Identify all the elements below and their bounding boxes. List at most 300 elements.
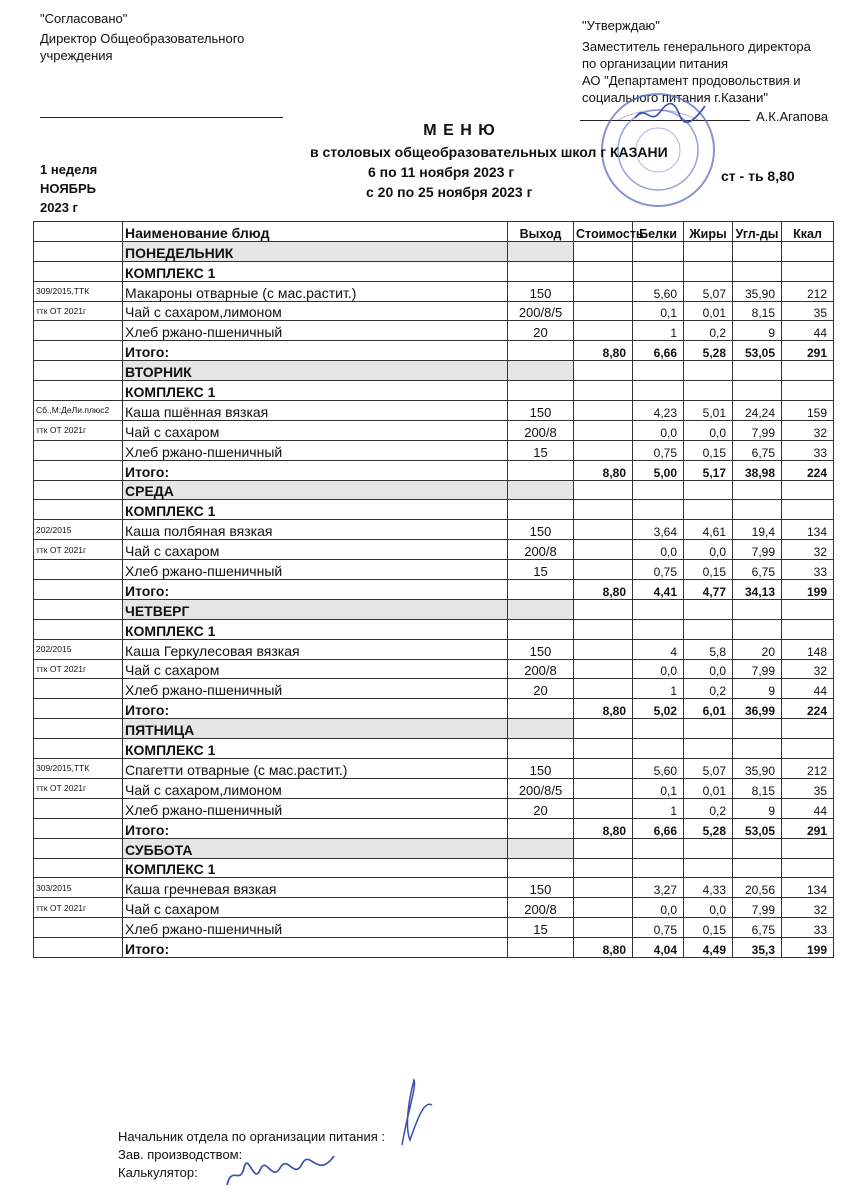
dish-code: ттк ОТ 2021г <box>34 540 123 560</box>
total-fat: 5,17 <box>684 460 733 480</box>
dish-kcal: 44 <box>782 798 834 818</box>
total-label: Итого: <box>123 580 508 600</box>
empty-cell <box>684 480 733 500</box>
empty-cell <box>633 480 684 500</box>
total-kcal: 291 <box>782 818 834 838</box>
dish-name: Макароны отварные (с мас.растит.) <box>123 281 508 301</box>
total-cost: 8,80 <box>574 341 633 361</box>
dish-name: Хлеб ржано-пшеничный <box>123 798 508 818</box>
dish-protein: 1 <box>633 679 684 699</box>
empty-cell <box>508 739 574 759</box>
dish-carbs: 7,99 <box>733 659 782 679</box>
total-protein: 4,41 <box>633 580 684 600</box>
empty-cell <box>782 500 834 520</box>
approval-right-line: "Утверждаю" <box>582 18 660 33</box>
dish-cost <box>574 639 633 659</box>
approval-left <box>40 10 244 64</box>
empty-cell <box>508 241 574 261</box>
dish-code: 309/2015,ТТК <box>34 759 123 779</box>
dish-protein: 0,0 <box>633 898 684 918</box>
period-2: с 20 по 25 ноября 2023 г <box>366 184 533 200</box>
code-cell <box>34 938 123 958</box>
table-row <box>34 798 834 818</box>
total-cost: 8,80 <box>574 460 633 480</box>
dish-code: ттк ОТ 2021г <box>34 898 123 918</box>
table-row <box>34 898 834 918</box>
empty-cell <box>782 241 834 261</box>
empty-cell <box>574 619 633 639</box>
dish-cost <box>574 321 633 341</box>
code-cell <box>34 500 123 520</box>
signature-line-left <box>40 117 283 118</box>
dish-carbs: 7,99 <box>733 540 782 560</box>
complex-name: КОМПЛЕКС 1 <box>123 739 508 759</box>
total-row <box>34 938 834 958</box>
dish-fat: 0,0 <box>684 659 733 679</box>
complex-row <box>34 381 834 401</box>
empty-cell <box>574 858 633 878</box>
empty-cell <box>733 739 782 759</box>
table-row <box>34 301 834 321</box>
empty-cell <box>508 580 574 600</box>
week-info <box>40 160 97 217</box>
dish-fat: 4,33 <box>684 878 733 898</box>
dish-output: 15 <box>508 440 574 460</box>
empty-cell <box>508 818 574 838</box>
dish-cost <box>574 420 633 440</box>
empty-cell <box>684 261 733 281</box>
dish-fat: 0,0 <box>684 898 733 918</box>
complex-row <box>34 739 834 759</box>
empty-cell <box>508 719 574 739</box>
table-row <box>34 540 834 560</box>
table-row <box>34 440 834 460</box>
signature-scribble-icon <box>392 1075 442 1155</box>
table-row <box>34 918 834 938</box>
empty-cell <box>508 858 574 878</box>
total-fat: 4,77 <box>684 580 733 600</box>
total-row <box>34 580 834 600</box>
dish-name: Хлеб ржано-пшеничный <box>123 918 508 938</box>
total-cost: 8,80 <box>574 938 633 958</box>
empty-cell <box>733 599 782 619</box>
dish-protein: 4 <box>633 639 684 659</box>
table-row <box>34 560 834 580</box>
header-name: Наименование блюд <box>123 222 508 242</box>
dish-carbs: 6,75 <box>733 560 782 580</box>
empty-cell <box>574 719 633 739</box>
empty-cell <box>574 361 633 381</box>
empty-cell <box>733 361 782 381</box>
approval-signer: А.К.Агапова <box>756 109 829 124</box>
page-subtitle: в столовых общеобразовательных школ г КАЗАНИ <box>310 144 668 160</box>
dish-output: 150 <box>508 520 574 540</box>
code-cell <box>34 580 123 600</box>
empty-cell <box>574 480 633 500</box>
dish-output: 15 <box>508 560 574 580</box>
dish-kcal: 212 <box>782 759 834 779</box>
dish-kcal: 35 <box>782 301 834 321</box>
table-row <box>34 878 834 898</box>
header-carbs: Угл-ды <box>733 222 782 242</box>
dish-name: Чай с сахаром <box>123 898 508 918</box>
dish-kcal: 32 <box>782 420 834 440</box>
dish-name: Чай с сахаром,лимоном <box>123 778 508 798</box>
table-row <box>34 778 834 798</box>
empty-cell <box>508 361 574 381</box>
total-fat: 5,28 <box>684 341 733 361</box>
total-row <box>34 818 834 838</box>
total-row <box>34 699 834 719</box>
total-label: Итого: <box>123 699 508 719</box>
dish-kcal: 33 <box>782 440 834 460</box>
total-protein: 5,02 <box>633 699 684 719</box>
table-row <box>34 679 834 699</box>
price-note: ст - ть 8,80 <box>721 168 795 184</box>
dish-code <box>34 560 123 580</box>
total-carbs: 53,05 <box>733 818 782 838</box>
empty-cell <box>574 838 633 858</box>
empty-cell <box>782 719 834 739</box>
dish-fat: 0,2 <box>684 798 733 818</box>
dish-kcal: 32 <box>782 898 834 918</box>
total-cost: 8,80 <box>574 580 633 600</box>
empty-cell <box>684 619 733 639</box>
complex-row <box>34 500 834 520</box>
footer-line: Калькулятор: <box>118 1165 198 1180</box>
approval-left-line: учреждения <box>40 48 113 63</box>
complex-name: КОМПЛЕКС 1 <box>123 619 508 639</box>
dish-output: 200/8/5 <box>508 778 574 798</box>
empty-cell <box>733 241 782 261</box>
table-header-row <box>34 222 834 242</box>
total-kcal: 224 <box>782 460 834 480</box>
complex-row <box>34 261 834 281</box>
code-cell <box>34 480 123 500</box>
dish-carbs: 8,15 <box>733 778 782 798</box>
total-kcal: 199 <box>782 580 834 600</box>
header-code-cell <box>34 222 123 242</box>
dish-name: Хлеб ржано-пшеничный <box>123 679 508 699</box>
dish-code <box>34 679 123 699</box>
approval-right-line: социального питания г.Казани" <box>582 90 768 105</box>
dish-kcal: 148 <box>782 639 834 659</box>
empty-cell <box>684 599 733 619</box>
dish-protein: 3,27 <box>633 878 684 898</box>
dish-output: 15 <box>508 918 574 938</box>
empty-cell <box>508 838 574 858</box>
total-label: Итого: <box>123 938 508 958</box>
total-kcal: 199 <box>782 938 834 958</box>
total-protein: 6,66 <box>633 341 684 361</box>
empty-cell <box>633 719 684 739</box>
total-protein: 6,66 <box>633 818 684 838</box>
dish-fat: 0,01 <box>684 301 733 321</box>
menu-table <box>33 221 834 958</box>
dish-protein: 0,1 <box>633 778 684 798</box>
day-row <box>34 241 834 261</box>
dish-name: Чай с сахаром <box>123 540 508 560</box>
empty-cell <box>633 739 684 759</box>
empty-cell <box>782 858 834 878</box>
dish-fat: 5,07 <box>684 759 733 779</box>
empty-cell <box>508 381 574 401</box>
dish-output: 150 <box>508 878 574 898</box>
dish-carbs: 6,75 <box>733 918 782 938</box>
dish-output: 150 <box>508 281 574 301</box>
dish-protein: 5,60 <box>633 281 684 301</box>
dish-name: Чай с сахаром,лимоном <box>123 301 508 321</box>
period-1: 6 по 11 ноября 2023 г <box>368 164 515 180</box>
code-cell <box>34 838 123 858</box>
dish-carbs: 19,4 <box>733 520 782 540</box>
day-name: ВТОРНИК <box>123 361 508 381</box>
dish-carbs: 24,24 <box>733 401 782 421</box>
dish-output: 200/8 <box>508 540 574 560</box>
dish-cost <box>574 301 633 321</box>
empty-cell <box>633 261 684 281</box>
dish-code: ттк ОТ 2021г <box>34 301 123 321</box>
empty-cell <box>508 938 574 958</box>
page-title: М Е Н Ю <box>423 122 496 139</box>
empty-cell <box>782 381 834 401</box>
dish-fat: 5,07 <box>684 281 733 301</box>
week-number: 1 неделя <box>40 162 98 177</box>
dish-name: Каша гречневая вязкая <box>123 878 508 898</box>
week-year: 2023 г <box>40 200 78 215</box>
approval-right-line: АО "Департамент продовольствия и <box>582 73 801 88</box>
total-protein: 4,04 <box>633 938 684 958</box>
code-cell <box>34 858 123 878</box>
dish-code: 202/2015 <box>34 520 123 540</box>
empty-cell <box>733 719 782 739</box>
empty-cell <box>684 719 733 739</box>
empty-cell <box>782 480 834 500</box>
dish-kcal: 44 <box>782 679 834 699</box>
code-cell <box>34 361 123 381</box>
dish-code <box>34 918 123 938</box>
dish-kcal: 33 <box>782 918 834 938</box>
empty-cell <box>633 381 684 401</box>
dish-fat: 4,61 <box>684 520 733 540</box>
dish-code <box>34 440 123 460</box>
empty-cell <box>782 261 834 281</box>
dish-cost <box>574 659 633 679</box>
dish-protein: 0,75 <box>633 560 684 580</box>
dish-carbs: 20,56 <box>733 878 782 898</box>
dish-carbs: 9 <box>733 679 782 699</box>
dish-protein: 1 <box>633 798 684 818</box>
header-fat: Жиры <box>684 222 733 242</box>
empty-cell <box>633 599 684 619</box>
dish-carbs: 8,15 <box>733 301 782 321</box>
empty-cell <box>633 619 684 639</box>
total-carbs: 36,99 <box>733 699 782 719</box>
table-row <box>34 321 834 341</box>
dish-output: 20 <box>508 798 574 818</box>
dish-cost <box>574 898 633 918</box>
dish-output: 150 <box>508 759 574 779</box>
dish-output: 150 <box>508 639 574 659</box>
dish-cost <box>574 918 633 938</box>
total-cost: 8,80 <box>574 699 633 719</box>
dish-kcal: 32 <box>782 540 834 560</box>
table-row <box>34 759 834 779</box>
dish-cost <box>574 520 633 540</box>
dish-output: 20 <box>508 679 574 699</box>
code-cell <box>34 460 123 480</box>
empty-cell <box>782 739 834 759</box>
complex-row <box>34 619 834 639</box>
empty-cell <box>508 619 574 639</box>
day-name: СУББОТА <box>123 838 508 858</box>
footer-line: Начальник отдела по организации питания : <box>118 1129 385 1144</box>
empty-cell <box>684 739 733 759</box>
dish-protein: 0,0 <box>633 659 684 679</box>
dish-fat: 0,15 <box>684 440 733 460</box>
total-label: Итого: <box>123 460 508 480</box>
total-carbs: 38,98 <box>733 460 782 480</box>
day-name: СРЕДА <box>123 480 508 500</box>
dish-protein: 5,60 <box>633 759 684 779</box>
empty-cell <box>574 500 633 520</box>
dish-carbs: 7,99 <box>733 898 782 918</box>
day-row <box>34 361 834 381</box>
complex-name: КОМПЛЕКС 1 <box>123 500 508 520</box>
table-row <box>34 401 834 421</box>
dish-code: ттк ОТ 2021г <box>34 778 123 798</box>
empty-cell <box>733 480 782 500</box>
dish-code: 303/2015 <box>34 878 123 898</box>
dish-fat: 0,15 <box>684 918 733 938</box>
dish-kcal: 134 <box>782 520 834 540</box>
dish-cost <box>574 560 633 580</box>
dish-code: 202/2015 <box>34 639 123 659</box>
dish-code: 309/2015,ТТК <box>34 281 123 301</box>
dish-protein: 4,23 <box>633 401 684 421</box>
approval-left-line: "Согласовано" <box>40 11 128 26</box>
code-cell <box>34 341 123 361</box>
empty-cell <box>733 858 782 878</box>
header-kcal: Ккал <box>782 222 834 242</box>
dish-protein: 1 <box>633 321 684 341</box>
empty-cell <box>574 261 633 281</box>
dish-protein: 0,0 <box>633 420 684 440</box>
empty-cell <box>508 599 574 619</box>
day-name: ЧЕТВЕРГ <box>123 599 508 619</box>
dish-kcal: 32 <box>782 659 834 679</box>
table-row <box>34 659 834 679</box>
total-fat: 6,01 <box>684 699 733 719</box>
approval-left-line: Директор Общеобразовательного <box>40 31 245 46</box>
dish-fat: 0,0 <box>684 420 733 440</box>
approval-right-line: Заместитель генерального директора <box>582 39 811 54</box>
empty-cell <box>733 381 782 401</box>
dish-protein: 3,64 <box>633 520 684 540</box>
dish-output: 200/8 <box>508 420 574 440</box>
empty-cell <box>508 460 574 480</box>
dish-kcal: 212 <box>782 281 834 301</box>
header-protein: Белки <box>633 222 684 242</box>
dish-cost <box>574 798 633 818</box>
dish-code: ттк ОТ 2021г <box>34 659 123 679</box>
total-fat: 5,28 <box>684 818 733 838</box>
dish-name: Чай с сахаром <box>123 420 508 440</box>
dish-cost <box>574 679 633 699</box>
total-label: Итого: <box>123 818 508 838</box>
empty-cell <box>574 739 633 759</box>
day-row <box>34 838 834 858</box>
code-cell <box>34 599 123 619</box>
dish-cost <box>574 401 633 421</box>
empty-cell <box>508 699 574 719</box>
total-cost: 8,80 <box>574 818 633 838</box>
dish-name: Чай с сахаром <box>123 659 508 679</box>
day-row <box>34 480 834 500</box>
dish-name: Спагетти отварные (с мас.растит.) <box>123 759 508 779</box>
dish-kcal: 33 <box>782 560 834 580</box>
dish-fat: 5,8 <box>684 639 733 659</box>
dish-name: Хлеб ржано-пшеничный <box>123 560 508 580</box>
empty-cell <box>633 838 684 858</box>
day-name: ПЯТНИЦА <box>123 719 508 739</box>
dish-output: 200/8/5 <box>508 301 574 321</box>
table-row <box>34 281 834 301</box>
empty-cell <box>782 599 834 619</box>
empty-cell <box>508 500 574 520</box>
total-row <box>34 460 834 480</box>
total-fat: 4,49 <box>684 938 733 958</box>
dish-fat: 0,2 <box>684 679 733 699</box>
empty-cell <box>684 361 733 381</box>
empty-cell <box>574 381 633 401</box>
code-cell <box>34 699 123 719</box>
empty-cell <box>684 858 733 878</box>
empty-cell <box>782 619 834 639</box>
empty-cell <box>733 838 782 858</box>
code-cell <box>34 739 123 759</box>
dish-cost <box>574 281 633 301</box>
dish-output: 200/8 <box>508 659 574 679</box>
dish-kcal: 35 <box>782 778 834 798</box>
total-kcal: 224 <box>782 699 834 719</box>
empty-cell <box>782 361 834 381</box>
code-cell <box>34 719 123 739</box>
code-cell <box>34 619 123 639</box>
dish-output: 150 <box>508 401 574 421</box>
dish-carbs: 9 <box>733 798 782 818</box>
table-row <box>34 420 834 440</box>
dish-carbs: 20 <box>733 639 782 659</box>
dish-name: Каша Геркулесовая вязкая <box>123 639 508 659</box>
signature-scribble-icon <box>222 1150 342 1190</box>
dish-code <box>34 321 123 341</box>
dish-code <box>34 798 123 818</box>
dish-name: Каша полбяная вязкая <box>123 520 508 540</box>
total-carbs: 35,3 <box>733 938 782 958</box>
approval-right-line: по организации питания <box>582 56 729 71</box>
total-kcal: 291 <box>782 341 834 361</box>
dish-carbs: 35,90 <box>733 281 782 301</box>
dish-kcal: 159 <box>782 401 834 421</box>
dish-cost <box>574 778 633 798</box>
dish-name: Хлеб ржано-пшеничный <box>123 321 508 341</box>
empty-cell <box>508 341 574 361</box>
empty-cell <box>733 619 782 639</box>
dish-fat: 0,0 <box>684 540 733 560</box>
dish-carbs: 9 <box>733 321 782 341</box>
dish-output: 200/8 <box>508 898 574 918</box>
